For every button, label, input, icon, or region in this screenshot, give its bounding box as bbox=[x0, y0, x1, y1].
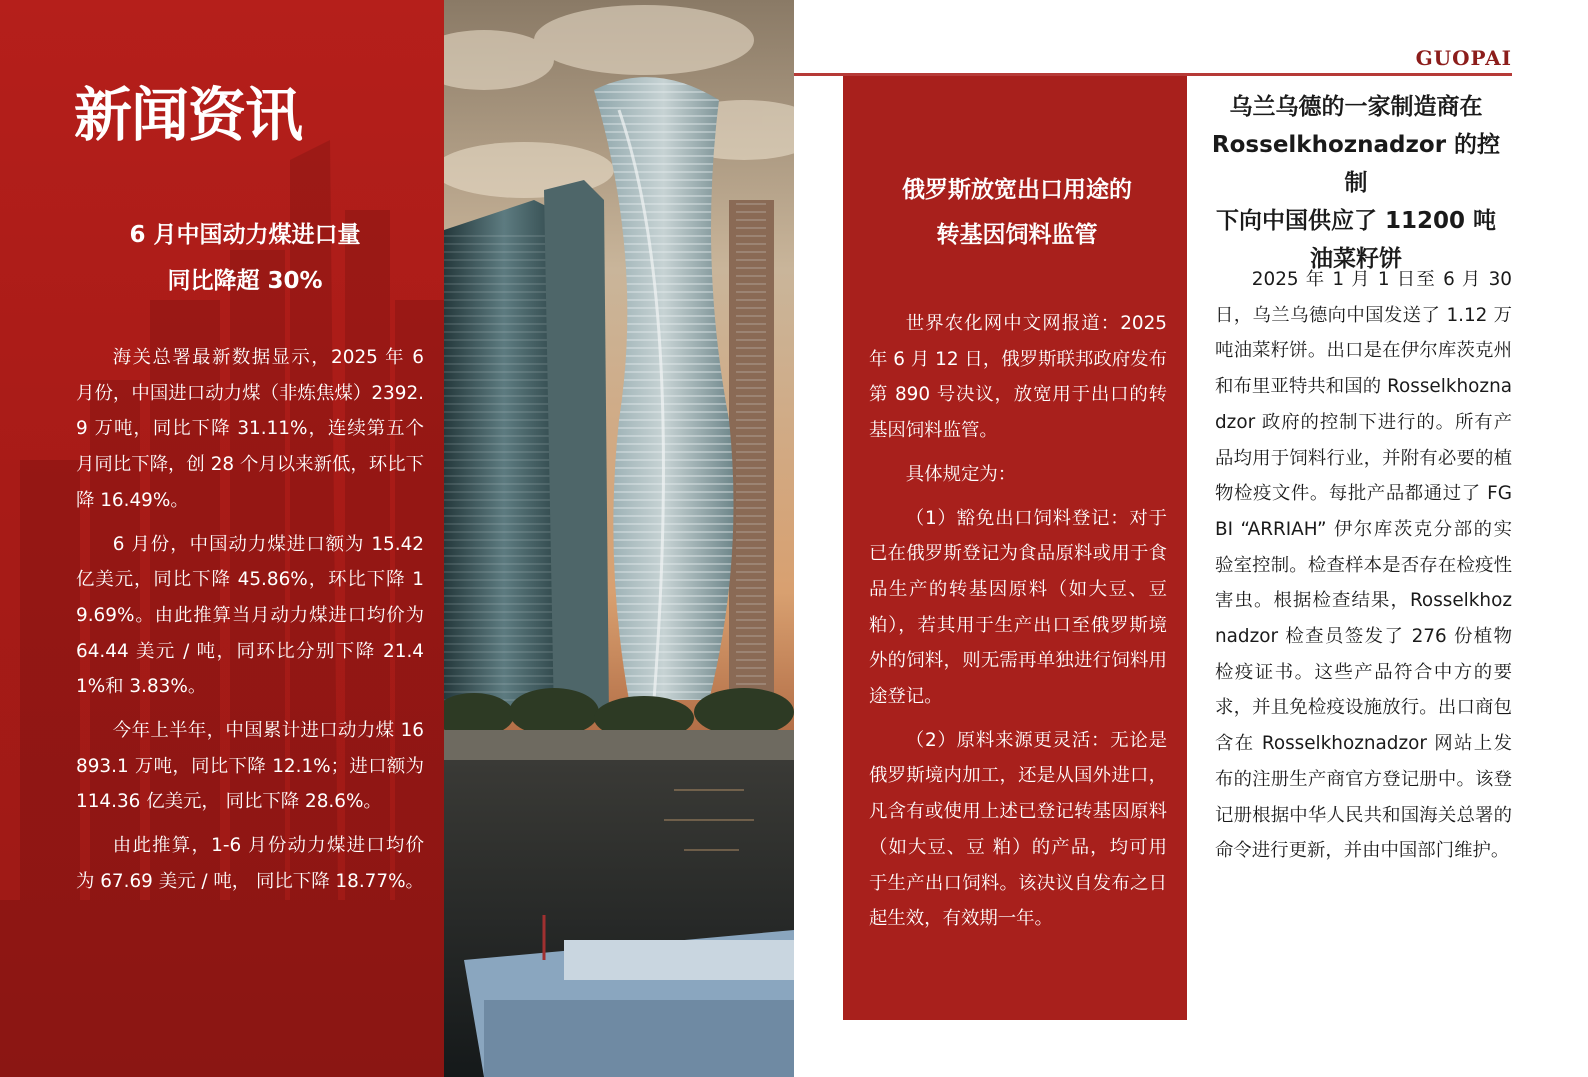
right-headline-line4: 油菜籽饼 bbox=[1310, 246, 1402, 272]
left-headline-line1: 6 月中国动力煤进口量 bbox=[129, 222, 361, 248]
brand-logo-text: GUOPAI bbox=[1415, 46, 1512, 70]
left-article-headline bbox=[60, 212, 430, 304]
left-paragraph-3: 今年上半年，中国累计进口动力煤 16893.1 万吨，同比下降 12.1%；进口额为 114.36 亿美元， 同比下降 28.6%。 bbox=[76, 720, 424, 813]
middle-article-headline bbox=[868, 168, 1166, 258]
section-title: 新闻资讯 bbox=[74, 81, 303, 149]
middle-headline-line2: 转基因饲料监管 bbox=[936, 222, 1098, 248]
middle-paragraph-1: 世界农化网中文网报道：2025 年 6 月 12 日，俄罗斯联邦政府发布第 890 号决议，放宽用于出口的转基因饲料监管。 bbox=[869, 313, 1167, 442]
left-panel bbox=[0, 0, 444, 1077]
middle-article-body bbox=[869, 306, 1167, 945]
left-paragraph-4: 由此推算，1-6 月份动力煤进口均价为 67.69 美元 / 吨， 同比下降 18.77%。 bbox=[76, 835, 424, 892]
right-article-headline bbox=[1206, 88, 1506, 278]
left-paragraph-2: 6 月份，中国动力煤进口额为 15.42 亿美元，同比下降 45.86%，环比下降 19.69%。由此推算当月动力煤进口均价为 64.44 美元 / 吨，同环比分别下降 21.41%和 3.83%。 bbox=[76, 533, 424, 698]
left-article-body bbox=[76, 340, 424, 908]
right-paragraph-1: 2025 年 1 月 1 日至 6 月 30 日，乌兰乌德向中国发送了 1.12 万吨油菜籽饼。出口是在伊尔库茨克州和布里亚特共和国的 Rosselkhoznadzor 政府的控制下进行的。所有产品均用于饲料行业，并附有必要的植物检疫文件。每批产品都通过了 FGBI “ARRIAH” 伊尔库茨克分部的实验室控制。检查样本是否存在检疫性害虫。根据检查结果，Rosselkhoznadzor 检查员签发了 276 份植物检疫证书。这些产品符合中方的要求，并且免检疫设施放行。出口商包含在 Rosselkhoznadzor 网站上发布的注册生产商官方登记册中。该登记册根据中华人民共和国海关总署的命令进行更新，并由中国部门维护。 bbox=[1215, 269, 1512, 862]
right-article-body bbox=[1215, 262, 1512, 869]
right-headline-line3: 下向中国供应了 11200 吨 bbox=[1215, 208, 1497, 234]
right-headline-line1: 乌兰乌德的一家制造商在 bbox=[1229, 94, 1483, 120]
middle-paragraph-4: （2）原料来源更灵活：无论是俄罗斯境内加工，还是从国外进口，凡含有或使用上述已登记转基因原料（如大豆、豆 粕）的产品，均可用于生产出口饲料。该决议自发布之日起生效，有效期一年。 bbox=[869, 729, 1167, 930]
left-paragraph-1: 海关总署最新数据显示，2025 年 6 月份，中国进口动力煤（非炼焦煤）2392.9 万吨，同比下降 31.11%，连续第五个月同比下降，创 28 个月以来新低，环比下降 16.49%。 bbox=[76, 347, 424, 511]
middle-paragraph-3: （1）豁免出口饲料登记：对于已在俄罗斯登记为食品原料或用于食品生产的转基因原料（如大豆、豆粕），若其用于生产出口至俄罗斯境外的饲料，则无需再单独进行饲料用途登记。 bbox=[869, 507, 1167, 708]
right-headline-line2: Rosselkhoznadzor 的控制 bbox=[1211, 132, 1501, 196]
middle-headline-line1: 俄罗斯放宽出口用途的 bbox=[902, 177, 1132, 203]
left-headline-line2: 同比降超 30% bbox=[167, 268, 323, 294]
skyscraper-illustration bbox=[444, 0, 794, 1077]
middle-paragraph-2: 具体规定为： bbox=[905, 463, 1017, 485]
skyscraper-photo bbox=[444, 0, 794, 1077]
